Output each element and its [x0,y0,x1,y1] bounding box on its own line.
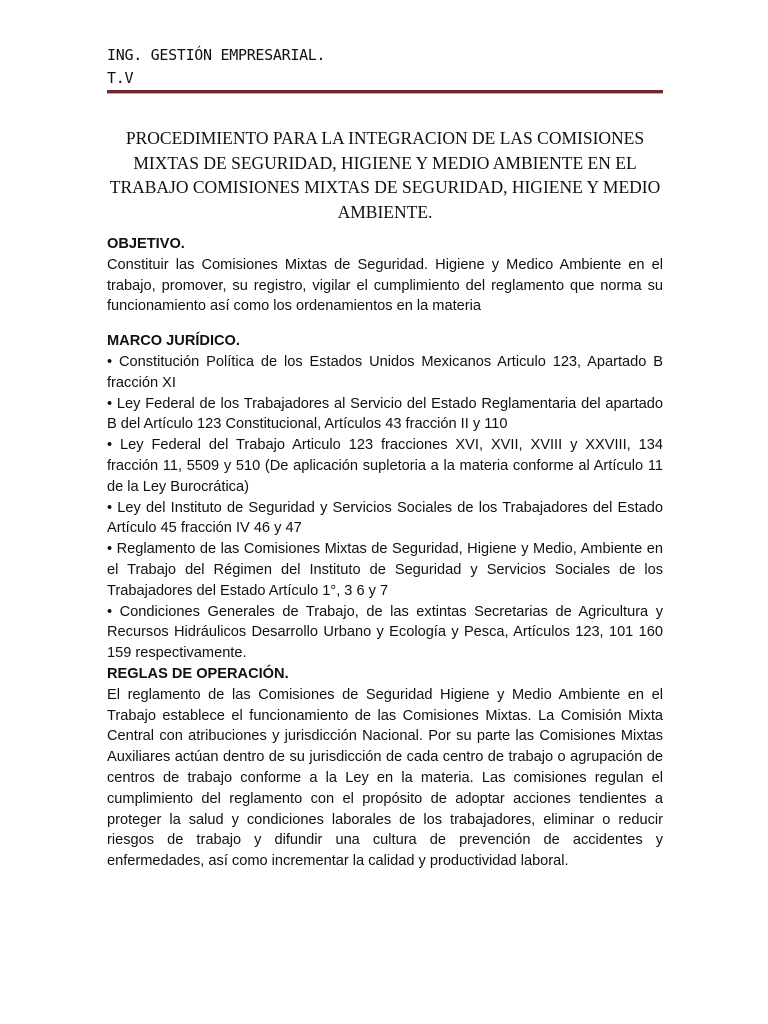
marco-item: • Reglamento de las Comisiones Mixtas de Seguridad, Higiene y Medio, Ambiente en el Trabajo del Régimen del Instituto de Seguridad y Servicios Sociales de los Trabajadores del Estado Artículo 1°, 3 6 y 7 [107,541,663,599]
section-heading-marco: MARCO JURÍDICO. [107,333,240,350]
objetivo-paragraph: Constituir las Comisiones Mixtas de Seguridad. Higiene y Medico Ambiente en el trabajo, promover, su registro, vigilar el cumplimiento del reglamento que norma su funcionamiento así como los ordenamientos en la materia [107,256,663,315]
document-title: PROCEDIMIENTO PARA LA INTEGRACION DE LAS COMISIONES MIXTAS DE SEGURIDAD, HIGIENE Y MEDIO AMBIENTE EN EL TRABAJO COMISIONES MIXTAS DE SEGURIDAD, HIGIENE Y MEDIO AMBIENTE. [109,128,661,222]
header-divider [107,90,663,94]
section-heading-objetivo: OBJETIVO. [107,236,185,252]
marco-item: • Ley Federal de los Trabajadores al Servicio del Estado Reglamentaria del apartado B del Artículo 123 Constitucional, Artículos 43 fracción II y 110 [107,395,663,433]
marco-item: • Condiciones Generales de Trabajo, de las extintas Secretarias de Agricultura y Recursos Hidráulicos Desarrollo Urbano y Ecología y Pesca, Artículos 123, 101 160 159 respectivamente. [107,603,663,662]
document-body [107,234,663,872]
reglas-paragraph: El reglamento de las Comisiones de Seguridad Higiene y Medio Ambiente en el Trabajo establece el funcionamiento de las Comisiones Mixtas. La Comisión Mixta Central con atribuciones y jurisdicción Nacional. Por su parte las Comisiones Mixtas Auxiliares actúan dentro de su jurisdicción de cada centro de trabajo o agrupación de centros de trabajo conforme a la Ley en la materia. Las comisiones regulan el cumplimiento del reglamento con el propósito de adoptar acciones tendientes a proteger la salud y condiciones laborales de los trabajadores, eliminar o reducir riesgos de trabajo y difundir una cultura de prevención de accidentes y enfermedades, así como incrementar la calidad y productividad laboral. [107,686,663,870]
marco-item: • Constitución Política de los Estados Unidos Mexicanos Articulo 123, Apartado B fracción XI [107,353,663,391]
marco-item: • Ley Federal del Trabajo Articulo 123 fracciones XVI, XVII, XVIII y XXVIII, 134 fracción 11, 5509 y 510 (De aplicación supletoria a la materia conforme al Artículo 11 de la Ley Burocrática) [107,437,663,495]
section-heading-reglas: REGLAS DE OPERACIÓN. [107,665,289,682]
header-line-2: T.V [107,69,134,87]
header-line-1: ING. GESTIÓN EMPRESARIAL. [107,46,326,64]
page-header [107,44,667,90]
marco-item: • Ley del Instituto de Seguridad y Servicios Sociales de los Trabajadores del Estado Artículo 45 fracción IV 46 y 47 [107,499,663,537]
